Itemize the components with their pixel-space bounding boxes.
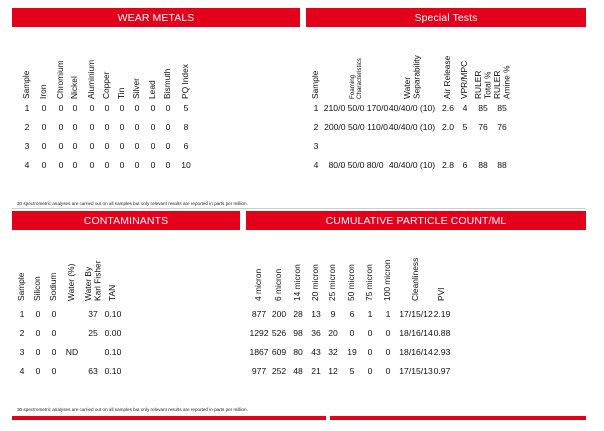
particle-count-cell: 1292 (249, 328, 269, 338)
special-tests-cell: 2.8 (442, 160, 454, 170)
contaminants-cell: 0 (51, 328, 57, 338)
special-tests-cell: 3 (313, 141, 319, 151)
contaminants-header: Sodium (48, 272, 59, 301)
wear-metals-header: Silver (131, 78, 142, 99)
wear-metals-cell: 0 (41, 160, 47, 170)
special-tests-header: RULER Amine % (491, 65, 511, 99)
particle-count-cell: 43 (311, 347, 321, 357)
particle-count-cell: 21 (311, 366, 321, 376)
particle-count-header: 25 micron (327, 264, 338, 301)
wear-metals-header: Copper (101, 71, 112, 99)
particle-count-header: 100 micron (382, 259, 393, 301)
particle-count-header: 20 micron (310, 264, 321, 301)
particle-count-header: 50 micron (346, 264, 357, 301)
wear-metals-cell: 0 (150, 103, 156, 113)
contaminants-header: Water By Karl Fisher (82, 260, 102, 301)
wear-metals-cell: 0 (119, 141, 125, 151)
wear-metals-cell: 1 (24, 103, 30, 113)
wear-metals-title: WEAR METALS (12, 8, 300, 27)
special-tests-cell: 76 (497, 122, 507, 132)
wear-metals-cell: 5 (183, 103, 189, 113)
wear-metals-header: Lead (147, 80, 158, 99)
wear-metals-cell: 0 (72, 160, 78, 170)
contaminants-cell: 3 (19, 347, 25, 357)
wear-metals-cell: 10 (181, 160, 191, 170)
particle-count-cell: 0 (385, 328, 391, 338)
contaminants-cell: 0 (51, 347, 57, 357)
particle-count-cell: 200 (271, 309, 287, 319)
wear-metals-cell: 0 (165, 141, 171, 151)
special-tests-header: Foaming Characteristics (349, 58, 363, 99)
particle-count-cell: 5 (349, 366, 355, 376)
particle-count-cell: 17/15/13 (399, 366, 433, 376)
wear-metals-cell: 0 (41, 103, 47, 113)
wear-metals-cell: 0 (119, 122, 125, 132)
particle-count-header: 4 micron (253, 268, 264, 301)
particle-count-header: 14 micron (292, 264, 303, 301)
wear-metals-cell: 0 (150, 160, 156, 170)
wear-metals-cell: 0 (134, 160, 140, 170)
wear-metals-header: Bismuth (162, 68, 173, 99)
wear-metals-cell: 0 (89, 103, 95, 113)
wear-metals-cell: 0 (119, 160, 125, 170)
wear-metals-cell: 0 (150, 122, 156, 132)
wear-metals-cell: 0 (89, 160, 95, 170)
special-tests-header: Sample (310, 70, 321, 99)
wear-metals-cell: 0 (41, 122, 47, 132)
particle-count-cell: 48 (293, 366, 303, 376)
wear-metals-cell: 0 (58, 103, 64, 113)
wear-metals-cell: 0 (104, 122, 110, 132)
contaminants-cell: 1 (19, 309, 25, 319)
wear-metals-cell: 0 (134, 103, 140, 113)
particle-count-title: CUMULATIVE PARTICLE COUNT/ML (246, 211, 586, 230)
contaminants-cell: 63 (88, 366, 98, 376)
wear-metals-cell: 0 (72, 122, 78, 132)
wear-metals-cell: 2 (24, 122, 30, 132)
special-tests-cell: 210/0 50/0 170/0 (323, 103, 389, 113)
particle-count-cell: 18/16/14 (399, 347, 433, 357)
particle-count-cell: 0 (367, 328, 373, 338)
contaminants-cell: 0 (51, 309, 57, 319)
contaminants-cell: 37 (88, 309, 98, 319)
wear-metals-header: PQ Index (180, 64, 191, 99)
contaminants-cell: 25 (88, 328, 98, 338)
contaminants-header: Silicon (32, 276, 43, 301)
wear-metals-header: Sample (21, 70, 32, 99)
wear-metals-header: Iron (38, 84, 49, 99)
particle-count-cell: 32 (328, 347, 338, 357)
contaminants-cell: 4 (19, 366, 25, 376)
particle-count-cell: 20 (328, 328, 338, 338)
wear-metals-cell: 0 (150, 141, 156, 151)
contaminants-header: Sample (16, 272, 27, 301)
particle-count-cell: 977 (251, 366, 267, 376)
footnote-bottom: 30 spectrometric analyses are carried out on all samples but only relevant results are reported in parts per million. (17, 407, 248, 412)
wear-metals-cell: 0 (134, 122, 140, 132)
particle-count-cell: 98 (293, 328, 303, 338)
particle-count-cell: 526 (271, 328, 287, 338)
wear-metals-header: Nickel (69, 76, 80, 99)
special-tests-cell: 40/40/0 (10) (388, 160, 436, 170)
contaminants-cell: 0.00 (104, 328, 122, 338)
contaminants-cell: 0.10 (104, 309, 122, 319)
wear-metals-cell: 0 (58, 141, 64, 151)
particle-count-cell: 609 (271, 347, 287, 357)
particle-count-cell: 9 (330, 309, 336, 319)
wear-metals-cell: 0 (104, 141, 110, 151)
wear-metals-cell: 0 (134, 141, 140, 151)
bottom-bar-left (12, 416, 326, 420)
contaminants-title: CONTAMINANTS (12, 211, 240, 230)
wear-metals-cell: 0 (72, 103, 78, 113)
wear-metals-cell: 3 (24, 141, 30, 151)
particle-count-cell: 36 (311, 328, 321, 338)
special-tests-cell: 40/40/0 (10) (388, 103, 436, 113)
particle-count-cell: 877 (251, 309, 267, 319)
particle-count-header: 6 micron (273, 268, 284, 301)
special-tests-cell: 200/0 50/0 110/0 (324, 122, 388, 132)
special-tests-cell: 88 (497, 160, 507, 170)
particle-count-cell: 0.88 (433, 328, 451, 338)
special-tests-header: RULER Total % (472, 70, 492, 99)
particle-count-cell: 0 (367, 366, 373, 376)
particle-count-cell: 17/15/12 (399, 309, 433, 319)
contaminants-cell: 0.10 (104, 366, 122, 376)
wear-metals-cell: 6 (183, 141, 189, 151)
particle-count-header: PVI (436, 287, 447, 301)
contaminants-cell: 0 (35, 347, 41, 357)
particle-count-cell: 0 (367, 347, 373, 357)
particle-count-cell: 19 (347, 347, 357, 357)
special-tests-header: Water Separability (401, 55, 421, 99)
wear-metals-cell: 8 (183, 122, 189, 132)
particle-count-cell: 12 (328, 366, 338, 376)
particle-count-header: Cleanliness (410, 257, 421, 301)
wear-metals-cell: 0 (72, 141, 78, 151)
particle-count-cell: 6 (349, 309, 355, 319)
wear-metals-cell: 0 (165, 122, 171, 132)
contaminants-header: TAN (107, 284, 118, 301)
particle-count-cell: 0 (385, 347, 391, 357)
wear-metals-cell: 4 (24, 160, 30, 170)
special-tests-cell: 2.6 (442, 103, 454, 113)
wear-metals-cell: 0 (165, 160, 171, 170)
wear-metals-header: Chromium (55, 60, 66, 99)
wear-metals-cell: 0 (104, 160, 110, 170)
special-tests-cell: 4 (313, 160, 319, 170)
particle-count-cell: 1 (367, 309, 373, 319)
contaminants-cell: 0 (51, 366, 57, 376)
wear-metals-header: Tin (116, 87, 127, 99)
wear-metals-cell: 0 (58, 160, 64, 170)
special-tests-cell: 88 (478, 160, 488, 170)
wear-metals-cell: 0 (165, 103, 171, 113)
particle-count-header: 75 micron (364, 264, 375, 301)
contaminants-cell: 2 (19, 328, 25, 338)
particle-count-cell: 0 (385, 366, 391, 376)
particle-count-cell: 252 (271, 366, 287, 376)
special-tests-cell: 2 (313, 122, 319, 132)
wear-metals-header: Aluminium (86, 59, 97, 99)
special-tests-cell: 6 (462, 160, 468, 170)
divider (12, 208, 586, 209)
contaminants-cell: ND (65, 347, 79, 357)
wear-metals-cell: 0 (89, 122, 95, 132)
wear-metals-cell: 0 (58, 122, 64, 132)
special-tests-header: VPR/MPC (459, 60, 470, 99)
special-tests-cell: 5 (462, 122, 468, 132)
contaminants-header: Water (%) (66, 263, 77, 301)
particle-count-cell: 1867 (249, 347, 269, 357)
special-tests-title: Special Tests (306, 8, 586, 27)
special-tests-header: Air Release (442, 55, 453, 99)
particle-count-cell: 2.19 (433, 309, 451, 319)
wear-metals-cell: 0 (89, 141, 95, 151)
particle-count-cell: 13 (311, 309, 321, 319)
special-tests-cell: 85 (478, 103, 488, 113)
particle-count-cell: 0 (349, 328, 355, 338)
wear-metals-cell: 0 (41, 141, 47, 151)
special-tests-cell: 2.0 (442, 122, 454, 132)
special-tests-cell: 40/40/0 (10) (388, 122, 436, 132)
particle-count-cell: 80 (293, 347, 303, 357)
special-tests-cell: 4 (462, 103, 468, 113)
particle-count-cell: 2.93 (433, 347, 451, 357)
special-tests-cell: 76 (478, 122, 488, 132)
wear-metals-cell: 0 (104, 103, 110, 113)
special-tests-cell: 80/0 50/0 80/0 (328, 160, 384, 170)
contaminants-cell: 0 (35, 328, 41, 338)
contaminants-cell: 0 (35, 309, 41, 319)
contaminants-cell: 0.10 (104, 347, 122, 357)
particle-count-cell: 28 (293, 309, 303, 319)
bottom-bar-right (330, 416, 586, 420)
particle-count-cell: 18/16/14 (399, 328, 433, 338)
footnote-top: 30 spectrometric analyses are carried out on all samples but only relevant results are reported in parts per million. (17, 201, 248, 206)
special-tests-cell: 85 (497, 103, 507, 113)
special-tests-cell: 1 (313, 103, 319, 113)
particle-count-cell: 1 (385, 309, 391, 319)
wear-metals-cell: 0 (119, 103, 125, 113)
contaminants-cell: 0 (35, 366, 41, 376)
particle-count-cell: 0.97 (433, 366, 451, 376)
